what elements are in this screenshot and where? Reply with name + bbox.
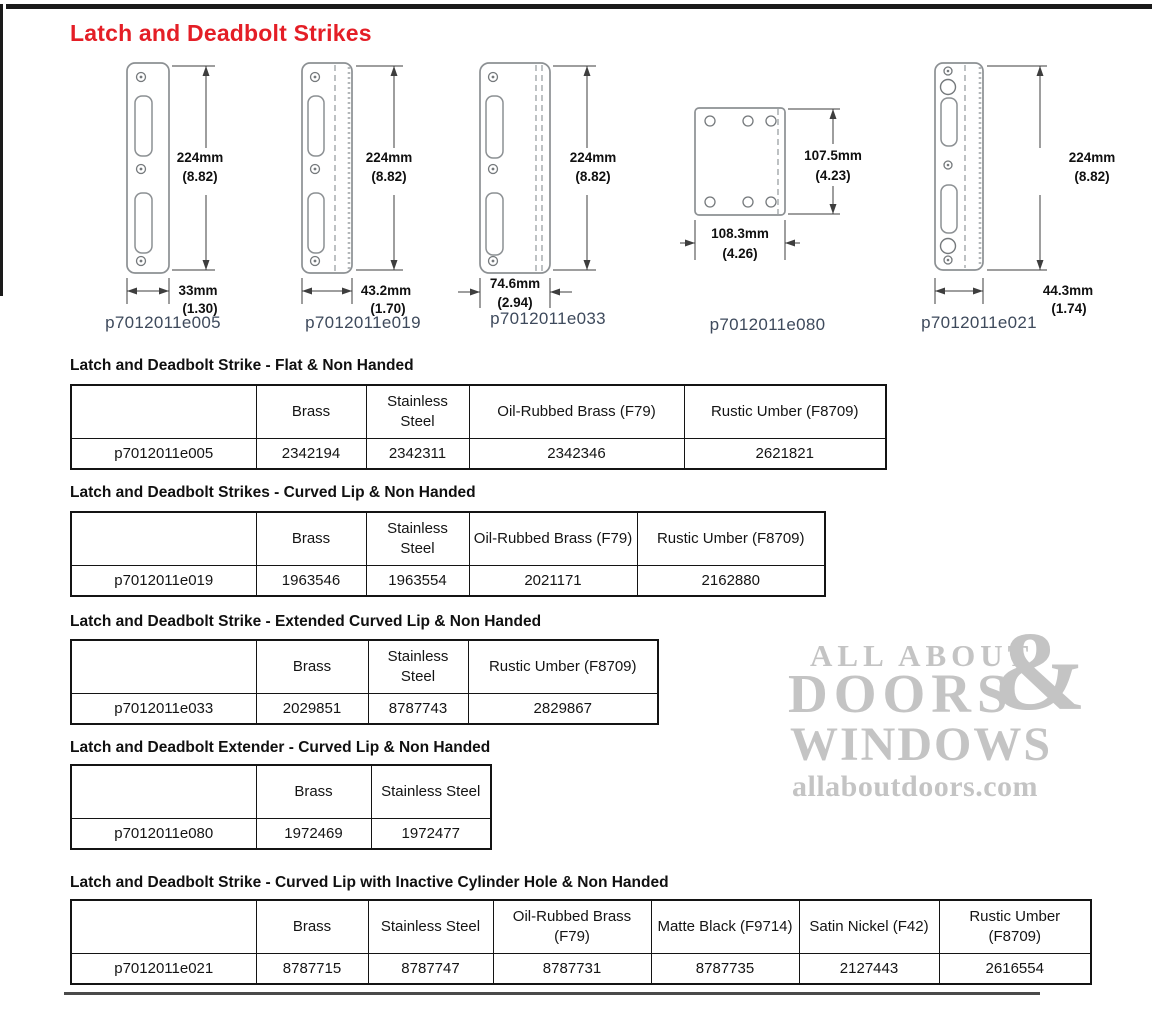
width-dimension bbox=[458, 276, 572, 310]
height-label: 224mm bbox=[1068, 150, 1116, 165]
data-cell: 8787715 bbox=[256, 954, 368, 985]
diagram-strike-extended-lip bbox=[455, 58, 650, 316]
corner-cell bbox=[71, 512, 256, 566]
page-bottom-rule bbox=[64, 992, 1040, 995]
header-cell: Stainless Steel bbox=[366, 512, 469, 566]
header-cell: Brass bbox=[256, 512, 366, 566]
diagram-extender-plate bbox=[678, 88, 893, 278]
height-label-in: (8.82) bbox=[1074, 169, 1110, 184]
header-cell: Rustic Umber (F8709) bbox=[637, 512, 825, 566]
height-label-in: (4.23) bbox=[815, 168, 851, 183]
data-cell: 1963546 bbox=[256, 566, 366, 597]
data-cell: 2127443 bbox=[799, 954, 939, 985]
diagram-strike-flat bbox=[88, 58, 238, 316]
plate-outline bbox=[935, 63, 983, 270]
header-cell: Rustic Umber (F8709) bbox=[939, 900, 1091, 954]
data-cell: 8787731 bbox=[493, 954, 651, 985]
corner-cell bbox=[71, 900, 256, 954]
table-heading-flat: Latch and Deadbolt Strike - Flat & Non Handed bbox=[70, 357, 414, 374]
data-cell: 2162880 bbox=[637, 566, 825, 597]
table-heading-curved-lip: Latch and Deadbolt Strikes - Curved Lip & Non Handed bbox=[70, 484, 476, 501]
header-cell: Stainless Steel bbox=[368, 900, 493, 954]
part-cell: p7012011e005 bbox=[71, 439, 256, 470]
header-cell: Oil-Rubbed Brass (F79) bbox=[493, 900, 651, 954]
height-dimension bbox=[987, 66, 1115, 270]
data-cell: 2621821 bbox=[684, 439, 886, 470]
width-label: 108.3mm bbox=[711, 226, 769, 241]
height-dimension bbox=[788, 109, 862, 214]
data-cell: 2021171 bbox=[469, 566, 637, 597]
header-cell: Satin Nickel (F42) bbox=[799, 900, 939, 954]
data-cell: 2616554 bbox=[939, 954, 1091, 985]
width-label: 74.6mm bbox=[489, 276, 541, 291]
watermark-url: allaboutdoors.com bbox=[792, 770, 1039, 803]
table-row bbox=[71, 819, 491, 850]
corner-cell bbox=[71, 765, 256, 819]
header-cell: Matte Black (F9714) bbox=[651, 900, 799, 954]
page-left-border bbox=[0, 4, 3, 296]
part-number-e021: p7012011e021 bbox=[921, 313, 1037, 332]
table-extended-lip bbox=[70, 639, 659, 725]
plate-outline bbox=[480, 63, 550, 273]
table-cylinder-hole bbox=[70, 899, 1092, 985]
height-dimension bbox=[356, 66, 412, 270]
page-top-border bbox=[6, 4, 1152, 9]
width-dimension bbox=[935, 278, 1093, 316]
height-label-in: (8.82) bbox=[182, 169, 218, 184]
table-heading-extender: Latch and Deadbolt Extender - Curved Lip & Non Handed bbox=[70, 739, 491, 756]
table-flat-non-handed bbox=[70, 384, 887, 470]
width-dimension bbox=[680, 220, 800, 261]
data-cell: 1963554 bbox=[366, 566, 469, 597]
height-dimension bbox=[553, 66, 616, 270]
diagram-strike-cylinder-hole bbox=[915, 58, 1152, 316]
width-label: 43.2mm bbox=[360, 283, 412, 298]
data-cell: 1972477 bbox=[371, 819, 491, 850]
data-cell: 2342311 bbox=[366, 439, 469, 470]
plate-outline bbox=[127, 63, 169, 273]
width-label-in: (2.94) bbox=[497, 295, 533, 310]
height-label: 224mm bbox=[569, 150, 617, 165]
part-cell: p7012011e019 bbox=[71, 566, 256, 597]
data-cell: 2029851 bbox=[256, 694, 368, 725]
data-cell: 2829867 bbox=[468, 694, 658, 725]
header-cell: Oil-Rubbed Brass (F79) bbox=[469, 512, 637, 566]
data-cell: 8787735 bbox=[651, 954, 799, 985]
header-cell: Oil-Rubbed Brass (F79) bbox=[469, 385, 684, 439]
header-cell: Brass bbox=[256, 385, 366, 439]
plate-outline bbox=[695, 108, 785, 215]
header-cell: Rustic Umber (F8709) bbox=[468, 640, 658, 694]
plate-outline bbox=[302, 63, 352, 273]
table-row bbox=[71, 954, 1091, 985]
height-dimension bbox=[172, 66, 223, 270]
header-cell: Stainless Steel bbox=[368, 640, 468, 694]
table-row bbox=[71, 566, 825, 597]
header-cell: Rustic Umber (F8709) bbox=[684, 385, 886, 439]
watermark-windows: WINDOWS bbox=[790, 718, 1053, 771]
height-label: 224mm bbox=[365, 150, 413, 165]
part-number-e033: p7012011e033 bbox=[490, 309, 606, 328]
height-label-in: (8.82) bbox=[575, 169, 611, 184]
table-extender bbox=[70, 764, 492, 850]
corner-cell bbox=[71, 385, 256, 439]
height-label-in: (8.82) bbox=[371, 169, 407, 184]
data-cell: 8787747 bbox=[368, 954, 493, 985]
width-dimension bbox=[127, 278, 218, 316]
header-cell: Brass bbox=[256, 765, 371, 819]
width-label: 33mm bbox=[178, 283, 218, 298]
data-cell: 1972469 bbox=[256, 819, 371, 850]
table-heading-cylinder-hole: Latch and Deadbolt Strike - Curved Lip with Inactive Cylinder Hole & Non Handed bbox=[70, 874, 669, 891]
corner-cell bbox=[71, 640, 256, 694]
header-cell: Brass bbox=[256, 900, 368, 954]
page-title: Latch and Deadbolt Strikes bbox=[70, 20, 372, 46]
height-label: 107.5mm bbox=[804, 148, 862, 163]
table-row bbox=[71, 694, 658, 725]
part-number-e005: p7012011e005 bbox=[105, 313, 221, 332]
part-cell: p7012011e021 bbox=[71, 954, 256, 985]
header-cell: Brass bbox=[256, 640, 368, 694]
header-cell: Stainless Steel bbox=[371, 765, 491, 819]
data-cell: 2342194 bbox=[256, 439, 366, 470]
watermark-doors: DOORS bbox=[788, 663, 1014, 724]
table-curved-lip bbox=[70, 511, 826, 597]
header-cell: Stainless Steel bbox=[366, 385, 469, 439]
width-dimension bbox=[302, 278, 411, 316]
data-cell: 2342346 bbox=[469, 439, 684, 470]
width-label-in: (1.74) bbox=[1051, 301, 1087, 316]
part-cell: p7012011e033 bbox=[71, 694, 256, 725]
table-heading-extended-lip: Latch and Deadbolt Strike - Extended Curved Lip & Non Handed bbox=[70, 613, 542, 630]
watermark-all-about: ALL ABOUT bbox=[810, 638, 1034, 673]
width-label-in: (1.70) bbox=[370, 301, 406, 316]
part-number-e019: p7012011e019 bbox=[305, 313, 421, 332]
watermark-ampersand: & bbox=[993, 610, 1087, 734]
diagram-strike-curved-lip bbox=[272, 58, 432, 316]
width-label-in: (1.30) bbox=[182, 301, 218, 316]
height-label: 224mm bbox=[176, 150, 224, 165]
watermark-logo bbox=[788, 610, 1138, 806]
part-number-e080: p7012011e080 bbox=[709, 315, 826, 334]
part-cell: p7012011e080 bbox=[71, 819, 256, 850]
table-row bbox=[71, 439, 886, 470]
width-label: 44.3mm bbox=[1042, 283, 1094, 298]
data-cell: 8787743 bbox=[368, 694, 468, 725]
width-label-in: (4.26) bbox=[722, 246, 758, 261]
